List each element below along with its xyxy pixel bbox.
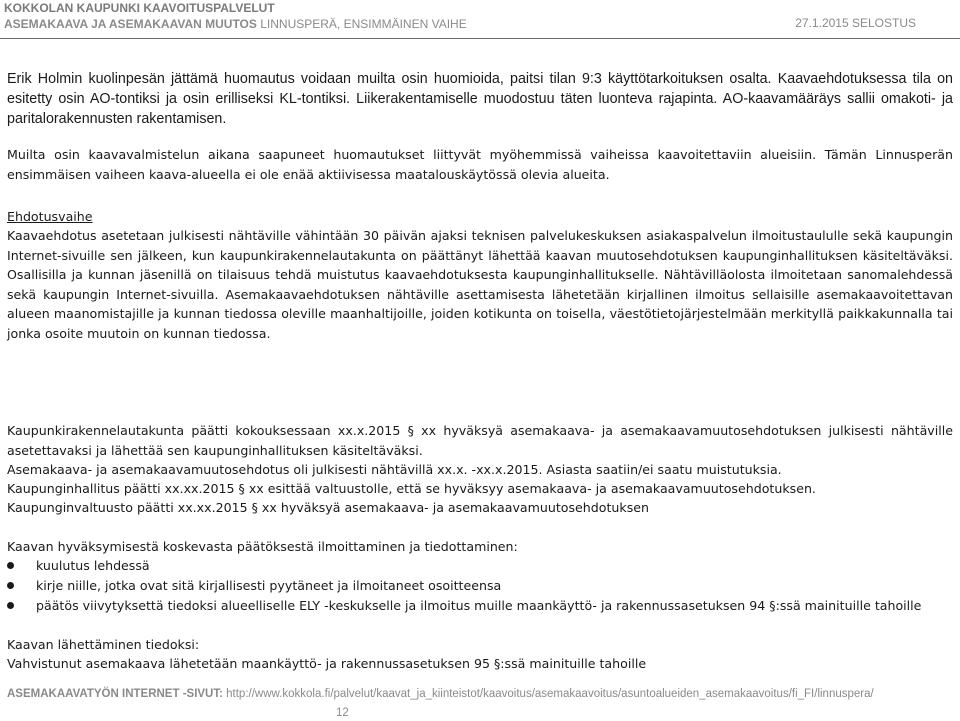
section-title: Ehdotusvaihe <box>7 209 93 224</box>
bullet-icon <box>7 562 14 569</box>
paragraph-proposal-phase: Kaavaehdotus asetetaan julkisesti nähtäville vähintään 30 päivän ajaksi teknisen palvelukeskuksen asiakaspalvelun ilmoitustaululle sekä kaupungin Internet-sivuille sen jälkeen, kun kaupunkirakennelautakunta on päättänyt lähettää kaavan muutosehdotuksen kaupunginhallituksen käsiteltäväksi. Osallisilla ja kunnan jäsenillä on tilaisuus tehdä muistutus kaavaehdotuksesta kaupunginhallitukselle. Nähtävilläolosta ilmoitetaan sanomalehdessä sekä kaupungin Internet-sivuilla. Asemakaavaehdotuksen nähtäville asettamisesta lähetetään kirjallinen ilmoitus sellaisille asemakaavoitettavan alueen maanomistajille ja kunnan tiedossa oleville maanhaltijoille, joiden kotikunta on toisella, väestötietojärjestelmään merkityllä paikkakunnalla tai jonka osoite muutoin on kunnan tiedossa. <box>7 228 953 341</box>
header-divider <box>0 38 960 39</box>
organization-title: KOKKOLAN KAUPUNKI KAAVOITUSPALVELUT <box>4 1 275 15</box>
paragraph-approval-notice: Kaavan hyväksymisestä koskevasta päätöksestä ilmoittaminen ja tiedottaminen: <box>7 539 518 554</box>
footer-label: ASEMAKAAVATYÖN INTERNET -SIVUT: <box>7 688 223 700</box>
list-item-text: päätös viivytyksettä tiedoksi alueelliselle ELY -keskukselle ja ilmoitus muille maankäyttö- ja rakennussasetuksen 94 §:ssä mainituille tahoille <box>36 598 922 613</box>
footer-url[interactable]: http://www.kokkola.fi/palvelut/kaavat_ja_kiinteistot/kaavoitus/asemakaavoitus/asuntoalueiden_asemakaavoitus/fi_FI/linnuspera/ <box>222 688 874 700</box>
paragraph-city-government: Kaupunginhallitus päätti xx.xx.2015 § xx esittää valtuustolle, että se hyväksyy asemakaava- ja asemakaavamuutosehdotuksen. <box>7 481 816 496</box>
paragraph-other-objections: Muilta osin kaavavalmistelun aikana saapuneet huomautukset liittyvät myöhemmissä vaiheissa kaavoitettaviin alueisiin. Tämän Linnusperän ensimmäisen vaiheen kaava-alueella ei ole enää aktiivisessa maatalouskäytössä olevia alueita. <box>7 147 953 182</box>
document-date: 27.1.2015 SELOSTUS <box>795 16 916 30</box>
paragraph-committee-decision: Kaupunkirakennelautakunta päätti kokouksessaan xx.x.2015 § xx hyväksyä asemakaava- ja asemakaavamuutosehdotuksen julkisesti nähtäville asetettavaksi ja lähettää sen kaupunginhallituksen käsiteltäväksi. <box>7 423 953 458</box>
page-footer <box>7 688 957 700</box>
paragraph-approved-plan: Vahvistunut asemakaava lähetetään maankäyttö- ja rakennussasetuksen 95 §:ssä mainituille tahoille <box>7 656 647 671</box>
list-item-text: kuulutus lehdessä <box>36 558 150 573</box>
paragraph-objection: Erik Holmin kuolinpesän jättämä huomautus voidaan muilta osin huomioida, paitsi tilan 9:3 käyttötarkoituksen osalta. Kaavaehdotuksessa tila on esitetty osin AO-tontiksi ja osin erilliseksi KL-tontiksi. Liikerakentamiselle muodostuu täten luonteva rajapinta. AO-kaavamääräys sallii omakoti- ja paritalorakennusten rakentamisen. <box>7 71 953 127</box>
bullet-icon <box>7 602 14 609</box>
paragraph-public-display: Asemakaava- ja asemakaavamuutosehdotus oli julkisesti nähtävillä xx.x. -xx.x.2015. Asiasta saatiin/ei saatu muistutuksia. <box>7 462 782 477</box>
paragraph-send-notice: Kaavan lähettäminen tiedoksi: <box>7 637 200 652</box>
document-title-bold: ASEMAKAAVA JA ASEMAKAAVAN MUUTOS <box>4 17 257 31</box>
paragraph-city-council: Kaupunginvaltuusto päätti xx.xx.2015 § xx hyväksyä asemakaava- ja asemakaavamuutosehdotuksen <box>7 500 649 515</box>
page-header <box>4 0 956 36</box>
list-item-text: kirje niille, jotka ovat sitä kirjallisesti pyytäneet ja ilmoitaneet osoitteensa <box>36 578 502 593</box>
bullet-icon <box>7 582 14 589</box>
page-number: 12 <box>336 707 349 719</box>
document-title-rest: LINNUSPERÄ, ENSIMMÄINEN VAIHE <box>256 17 467 31</box>
